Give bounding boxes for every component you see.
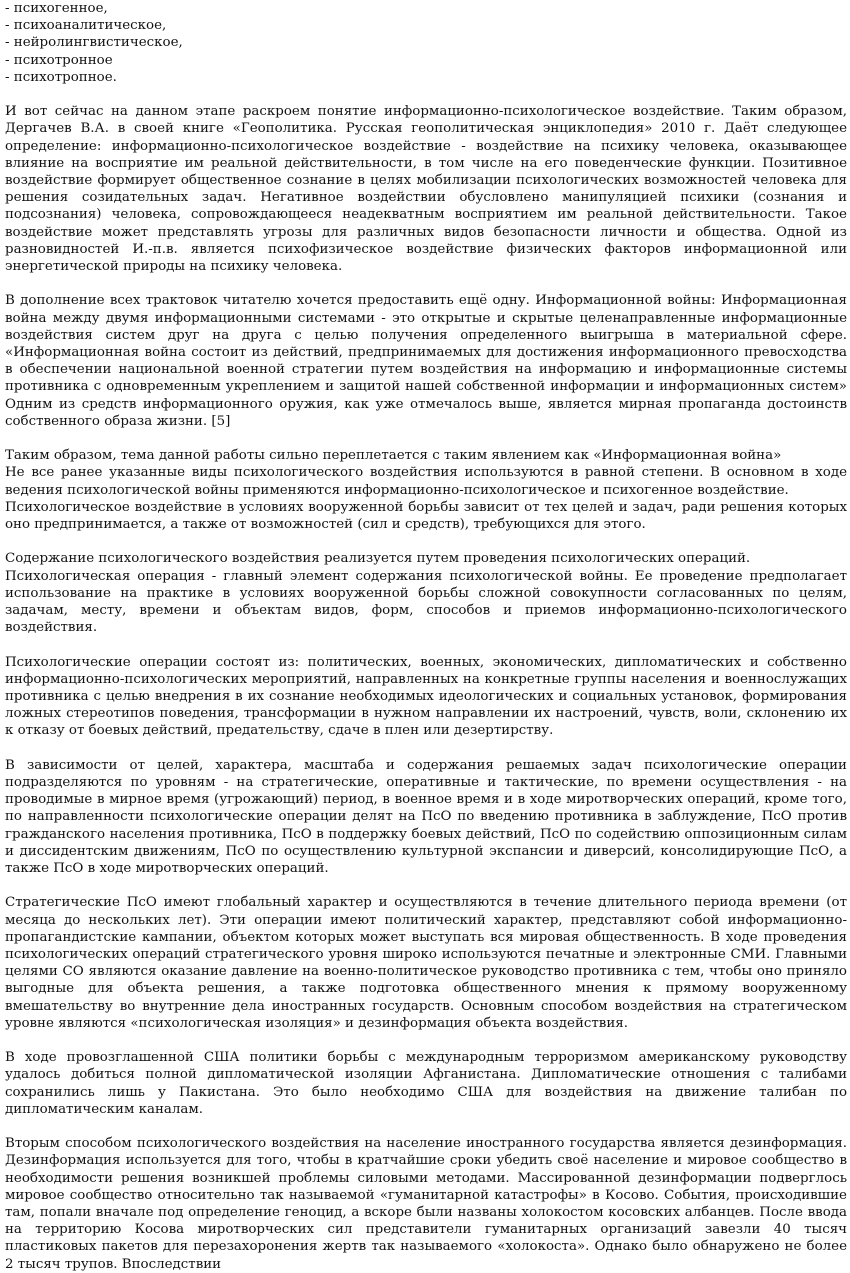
list-item: - нейролингвистическое, bbox=[5, 35, 183, 51]
paragraph: Содержание психологического воздействия реализуется путем проведения психологических операций. bbox=[5, 551, 751, 567]
paragraph: Психологическое воздействие в условиях вооруженной борьбы зависит от тех целей и задач, ради решения которых оно предпринимается, а также от возможностей (сил и средств), требующихся для этого. bbox=[5, 499, 847, 533]
list-item: - психотропное. bbox=[5, 69, 117, 85]
spacer bbox=[5, 275, 847, 292]
paragraph: Вторым способом психологического воздействия на население иностранного государства является дезинформация. Дезинформация используется для того, чтобы в кратчайшие сроки убедить своё население и мировое сообщество в необходимости решения возникшей проблемы силовыми методами. Массированной дезинформации подверглось мировое сообщество относительно так называемой «гуманитарной катастрофы» в Косово. События, происходившие там, попали вначале под определение геноцид, а вскоре были названы холокостом косовских албанцев. После ввода на территорию Косова миротворческих сил представители гуманитарных организаций завезли 40 тысяч пластиковых пакетов для перезахоронения жертв так называемого «холокоста». Однако было обнаружено не более 2 тысяч трупов. Впоследствии bbox=[5, 1136, 847, 1272]
paragraph: Психологическая операция - главный элемент содержания психологической войны. Ее проведение предполагает использование на практике в условиях вооруженной борьбы сложной совокупности согласованных по целям, задачам, месту, времени и объектам видов, форм, способов и приемов информационно-психологического воздействия. bbox=[5, 568, 847, 636]
paragraph: В дополнение всех трактовок читателю хочется предоставить ещё одну. Информационной войны: Информационная война между двумя информационными системами - это открытые и скрытые целенаправленные информационные воздействия систем друг на друга с целью получения определенного выигрыша в материальной сфере. «Информационная война состоит из действий, предпринимаемых для достижения информационного превосходства в обеспечении национальной военной стратегии путем воздействия на информацию и информационные системы противника с одновременным укреплением и защитой нашей собственной информации и информационных систем» Одним из средств информационного оружия, как уже отмечалось выше, является мирная пропаганда достоинств собственного образа жизни. [5] bbox=[5, 293, 847, 429]
spacer bbox=[5, 636, 847, 653]
paragraph: Не все ранее указанные виды психологического воздействия используются в равной степени. В основном в ходе ведения психологической войны применяются информационно-психологическое и психогенное воздействие. bbox=[5, 465, 847, 498]
spacer bbox=[5, 740, 847, 757]
spacer bbox=[5, 86, 847, 103]
list-item: - психотронное bbox=[5, 52, 113, 68]
paragraph: В зависимости от целей, характера, масштаба и содержания решаемых задач психологические операции подразделяются по уровням - на стратегические, оперативные и тактические, по времени осуществления - на проводимые в мирное время (угрожающий) период, в военное время и в ходе миротворческих операций, кроме того, по направленности психологические операции делят на ПсО по введению противника в заблуждение, ПсО против гражданского населения противника, ПсО в поддержку боевых действий, ПсО по содействию оппозиционным силам и диссидентским движениям, ПсО по осуществлению культурной экспансии и диверсий, консолидирующие ПсО, а также ПсО в ходе миротворческих операций. bbox=[5, 757, 847, 877]
spacer bbox=[5, 1118, 847, 1135]
paragraph: В ходе провозглашенной США политики борьбы с международным терроризмом американскому руководству удалось добиться полной дипломатической изоляции Афганистана. Дипломатические отношения с талибами сохранились лишь у Пакистана. Это было необходимо США для воздействия на движение талибан по дипломатическим каналам. bbox=[5, 1050, 847, 1117]
list-item: - психоаналитическое, bbox=[5, 18, 167, 34]
method-list bbox=[5, 0, 847, 86]
spacer bbox=[5, 877, 847, 894]
spacer bbox=[5, 1032, 847, 1049]
list-item: - психогенное, bbox=[5, 1, 108, 16]
spacer bbox=[5, 533, 847, 550]
paragraph: Таким образом, тема данной работы сильно переплетается с таким явлением как «Информационная война» bbox=[5, 448, 782, 464]
spacer bbox=[5, 430, 847, 447]
paragraph: Стратегические ПсО имеют глобальный характер и осуществляются в течение длительного периода времени (от месяца до нескольких лет). Эти операции имеют политический характер, представляют собой информационно-пропагандистские кампании, объектом которых может выступать вся мировая общественность. В ходе проведения психологических операций стратегического уровня широко используются печатные и электронные СМИ. Главными целями СО являются оказание давление на военно-политическое руководство противника с тем, чтобы оно приняло выгодные для объекта решения, а также подготовка общественного мнения к прямому вооруженному вмешательству во внутренние дела иностранных государств. Основным способом воздействия на стратегическом уровне являются «психологическая изоляция» и дезинформация объекта воздействия. bbox=[5, 895, 847, 1031]
paragraph: И вот сейчас на данном этапе раскроем понятие информационно-психологическое воздействие. Таким образом, Дергачев В.А. в своей книге «Геополитика. Русская геополитическая энциклопедия» 2010 г. Даёт следующее определение: информационно-психологическое воздействие - воздействие на психику человека, оказывающее влияние на восприятие им реальной действительности, в том числе на его поведенческие функции. Позитивное воздействие формирует общественное сознание в целях мобилизации психологических возможностей человека для решения созидательных задач. Негативное воздействии обусловлено манипуляцией психики (сознания и подсознания) человека, сопровождающееся неадекватным восприятием им реальной действительности. Такое воздействие может представлять угрозы для различных видов безопасности личности и общества. Одной из разновидностей И.-п.в. является психофизическое воздействие физических факторов информационной или энергетической природы на психику человека. bbox=[5, 104, 847, 275]
paragraph: Психологические операции состоят из: политических, военных, экономических, дипломатических и собственно информационно-психологических мероприятий, направленных на конкретные группы населения и военнослужащих противника с целью внедрения в их сознание необходимых идеологических и социальных установок, формирования ложных стереотипов поведения, трансформации в нужном направлении их настроений, чувств, воли, склонению их к отказу от боевых действий, предательству, сдаче в плен или дезертирству. bbox=[5, 654, 847, 739]
document-body bbox=[5, 0, 847, 1273]
